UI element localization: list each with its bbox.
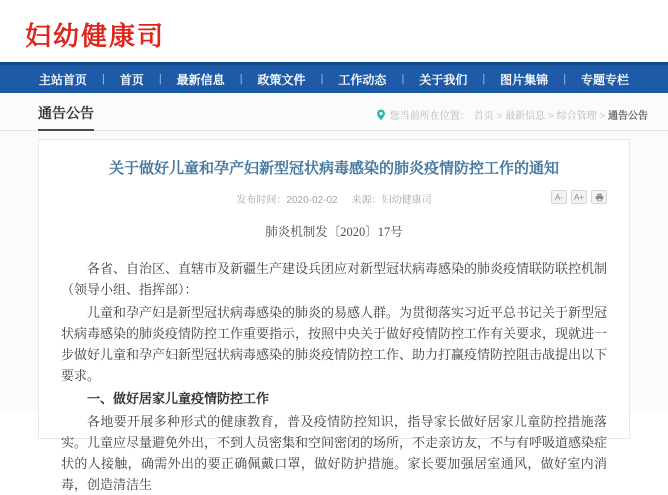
article-paragraph: 一、做好居家儿童疫情防控工作 <box>87 391 270 406</box>
nav-item[interactable]: 政策文件 <box>257 72 306 87</box>
print-icon <box>595 193 604 202</box>
section-row <box>0 93 668 131</box>
article-paragraph: 各地要开展多种形式的健康教育，普及疫情防控知识，指导家长做好居家儿童防控措施落实。儿童应尽量避免外出，不到人员密集和空间密闭的场所，不走亲访友，不与有呼吸道感染症状的人接触，确需外出的要正确佩戴口罩，做好防护措施。家长要加强居室通风，做好室内消毒，创造清洁生 <box>61 414 608 492</box>
nav-item[interactable]: 最新信息 <box>176 72 225 87</box>
nav-item[interactable]: 专题专栏 <box>581 72 630 87</box>
published-label: 发布时间： <box>236 195 287 206</box>
font-larger-button[interactable]: A+ <box>571 190 587 204</box>
article-paragraph: 各省、自治区、直辖市及新疆生产建设兵团应对新型冠状病毒感染的肺炎疫情联防联控机制（领导小组、指挥部）： <box>61 261 608 297</box>
breadcrumb <box>376 107 648 130</box>
nav-separator: | <box>239 73 243 85</box>
breadcrumb-separator: > <box>493 111 506 122</box>
published-value: 2020-02-02 <box>286 195 338 206</box>
nav-separator: | <box>158 73 162 85</box>
breadcrumb-item[interactable]: 通告公告 <box>608 111 648 122</box>
article-card <box>38 139 630 492</box>
nav-separator: | <box>563 73 567 85</box>
source-value: 妇幼健康司 <box>381 195 432 206</box>
source-label: 来源： <box>351 195 382 206</box>
site-logo: 妇幼健康司 <box>25 21 166 51</box>
article-paragraph: 儿童和孕产妇是新型冠状病毒感染的肺炎的易感人群。为贯彻落实习近平总书记关于新型冠状病毒感染的肺炎疫情防控工作重要指示，按照中央关于做好疫情防控工作有关要求，现就进一步做好儿童和孕产妇新型冠状病毒感染的肺炎疫情防控工作、助力打赢疫情防控阻击战提出以下要求。 <box>61 305 608 383</box>
breadcrumb-item[interactable]: 首页 <box>473 111 494 122</box>
nav-separator: | <box>101 73 105 85</box>
print-button[interactable] <box>591 190 607 204</box>
breadcrumb-item[interactable]: 综合管理 <box>556 111 597 122</box>
breadcrumb-prefix: 您当前所在位置： <box>389 111 470 122</box>
site-header <box>0 0 668 62</box>
breadcrumb-separator: > <box>596 111 608 122</box>
nav-item[interactable]: 关于我们 <box>419 72 468 87</box>
breadcrumb-separator: > <box>545 111 557 122</box>
article-meta <box>236 195 431 206</box>
nav-item[interactable]: 工作动态 <box>338 72 387 87</box>
main-nav <box>0 65 668 93</box>
location-pin-icon <box>376 109 386 121</box>
page-body <box>0 93 668 492</box>
font-smaller-button[interactable]: A- <box>551 190 567 204</box>
nav-item[interactable]: 首页 <box>119 72 144 87</box>
nav-separator: | <box>482 73 486 85</box>
nav-item[interactable]: 图片集锦 <box>500 72 549 87</box>
section-title: 通告公告 <box>38 103 94 131</box>
nav-separator: | <box>401 73 405 85</box>
breadcrumb-items <box>474 107 648 122</box>
breadcrumb-item[interactable]: 最新信息 <box>505 111 546 122</box>
nav-separator: | <box>320 73 324 85</box>
article-body <box>61 258 607 495</box>
nav-item[interactable]: 主站首页 <box>38 72 87 87</box>
article-meta-row <box>61 190 607 206</box>
article-title: 关于做好儿童和孕产妇新型冠状病毒感染的肺炎疫情防控工作的通知 <box>108 160 559 177</box>
article-tools <box>551 190 607 204</box>
document-number: 肺炎机制发〔2020〕17号 <box>265 225 403 239</box>
